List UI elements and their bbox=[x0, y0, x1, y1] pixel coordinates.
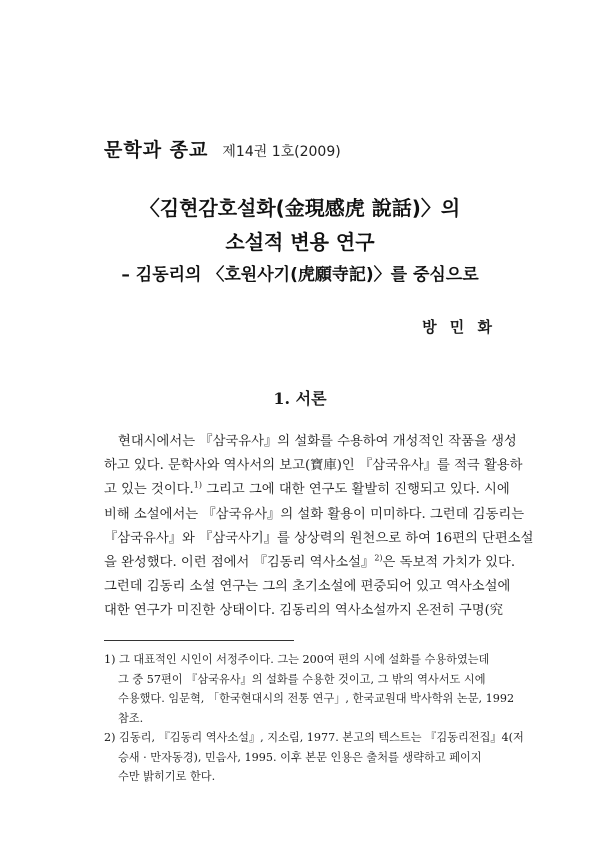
body-line bbox=[104, 478, 510, 502]
paper-title-line-2: 소설적 변용 연구 bbox=[225, 230, 375, 254]
section-heading: 1. 서론 bbox=[273, 389, 327, 408]
journal-name: 문학과 종교 bbox=[104, 139, 209, 161]
footnote-marker-2[interactable]: 2) bbox=[374, 553, 383, 563]
journal-issue: 제14권 1호(2009) bbox=[222, 144, 341, 160]
footnote-1 bbox=[104, 650, 515, 728]
title-block bbox=[0, 195, 600, 287]
journal-header bbox=[104, 135, 341, 162]
footnote-line: 참조. bbox=[118, 711, 144, 725]
footnote-2 bbox=[104, 728, 524, 787]
footnote-line: 승새 · 만자동경), 민음사, 1995. 이후 본문 인용은 출처를 생략하고 페이지 bbox=[118, 750, 482, 764]
body-line: 그런데 김동리 소설 연구는 그의 초기소설에 편중되어 있고 역사소설에 bbox=[104, 579, 511, 595]
body-line: 하고 있다. 문학사와 역사서의 보고(寶庫)인 『삼국유사』를 적극 활용하 bbox=[104, 458, 523, 474]
paper-subtitle: – 김동리의 〈호원사기(虎願寺記)〉를 중심으로 bbox=[121, 265, 479, 285]
body-line bbox=[104, 551, 516, 575]
body-line: 비해 소설에서는 『삼국유사』의 설화 활용이 미미하다. 그런데 김동리는 bbox=[104, 506, 525, 522]
author-name: 방 민 화 bbox=[422, 318, 496, 336]
body-line-part: 을 완성했다. 이런 점에서 『김동리 역사소설』 bbox=[104, 555, 375, 571]
body-line: 현대시에서는 『삼국유사』의 설화를 수용하여 개성적인 작품을 생성 bbox=[118, 434, 517, 449]
body-paragraph bbox=[104, 430, 534, 624]
footnote-divider bbox=[104, 640, 294, 641]
footnote-line: 2) 김동리, 『김동리 역사소설』, 지소림, 1977. 본고의 텍스트는 『김동리전집』4(저 bbox=[104, 731, 524, 744]
footnote-line: 수용했다. 임문혁, 「한국현대시의 전통 연구」, 한국교원대 박사학위 논문, 1992 bbox=[118, 692, 515, 705]
footnote-line: 그 중 57편이 『삼국유사』의 설화를 수용한 것이고, 그 밖의 역사서도 시에 bbox=[118, 672, 486, 686]
footnote-marker-1[interactable]: 1) bbox=[193, 480, 202, 490]
footnote-line: 수만 밝히기로 한다. bbox=[118, 770, 216, 783]
body-line: 『삼국유사』와 『삼국사기』를 상상력의 원천으로 하여 16편의 단편소설 bbox=[104, 530, 534, 546]
paper-title-line-1: 〈김현감호설화(金現感虎 說話)〉의 bbox=[139, 196, 461, 220]
body-line-part: 고 있는 것이다. bbox=[104, 482, 194, 498]
footnote-line: 1) 그 대표적인 시인이 서정주이다. 그는 200여 편의 시에 설화를 수용하였는데 bbox=[104, 653, 490, 666]
body-line-part: 은 독보적 가치가 있다. bbox=[382, 555, 516, 571]
body-line: 대한 연구가 미진한 상태이다. 김동리의 역사소설까지 온전히 구명(究 bbox=[104, 603, 504, 619]
body-line-part: 그리고 그에 대한 연구도 활발히 진행되고 있다. 시에 bbox=[201, 482, 510, 498]
footnotes bbox=[104, 650, 524, 787]
